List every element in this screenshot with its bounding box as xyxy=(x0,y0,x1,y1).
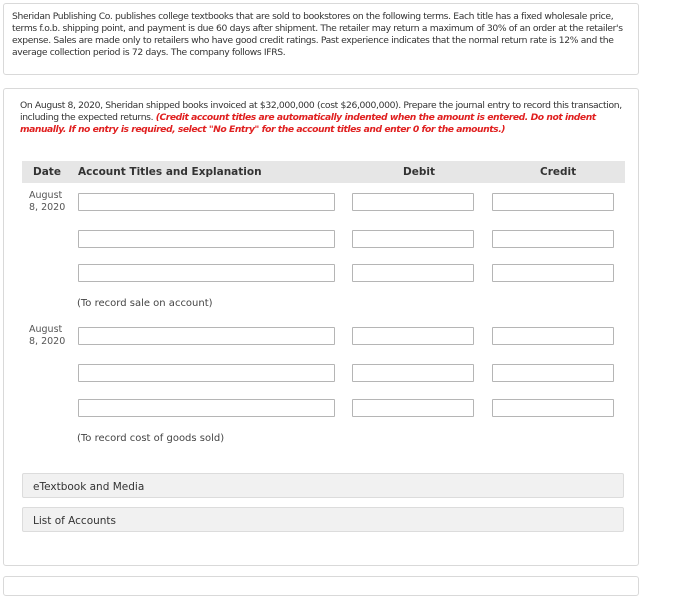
entry-1-date-month: August xyxy=(29,190,63,201)
entry-1-row-3-credit-input[interactable] xyxy=(492,264,614,282)
entry-2-date-month: August xyxy=(29,324,63,335)
entry-1-date-day: 8, 2020 xyxy=(29,202,66,213)
header-account: Account Titles and Explanation xyxy=(78,166,262,178)
problem-statement-panel xyxy=(3,3,639,75)
entry-2-row-3-credit-input[interactable] xyxy=(492,399,614,417)
header-date: Date xyxy=(33,166,61,178)
entry-1-date xyxy=(29,190,71,214)
question-body: On August 8, 2020, Sheridan shipped books invoiced at $32,000,000 (cost $26,000,000). Prepare the journal entry to record this transaction, including the expected returns. xyxy=(20,100,622,123)
entry-1-note: (To record sale on account) xyxy=(77,298,213,309)
entry-1-row-2-credit-input[interactable] xyxy=(492,230,614,248)
header-credit: Credit xyxy=(540,166,577,178)
entry-2-date-day: 8, 2020 xyxy=(29,336,66,347)
entry-1-row-1-credit-input[interactable] xyxy=(492,193,614,211)
entry-1-row-2-debit-input[interactable] xyxy=(352,230,474,248)
header-debit: Debit xyxy=(403,166,435,178)
entry-2-row-1-debit-input[interactable] xyxy=(352,327,474,345)
entry-2-row-2-debit-input[interactable] xyxy=(352,364,474,382)
entry-2-row-3-debit-input[interactable] xyxy=(352,399,474,417)
entry-2-date xyxy=(29,324,71,348)
question-text xyxy=(20,100,632,136)
question-instruction: (Credit account titles are automatically indented when the amount is entered. Do not indent manually. If no entry is required, select "No Entry" for the account titles and enter 0 for the amounts.) xyxy=(20,112,596,135)
entry-2-row-1-account-input[interactable] xyxy=(78,327,335,345)
entry-1-row-3-debit-input[interactable] xyxy=(352,264,474,282)
entry-2-note: (To record cost of goods sold) xyxy=(77,433,225,444)
problem-statement: Sheridan Publishing Co. publishes college textbooks that are sold to bookstores on the following terms. Each title has a fixed wholesale price, terms f.o.b. shipping point, and payment is due 60 days after shipment. The retailer may return a maximum of 30% of an order at the retailer's expense. Sales are made only to retailers who have good credit ratings. Past experience indicates that the normal return rate is 12% and the average collection period is 72 days. The company follows IFRS. xyxy=(12,11,623,58)
entry-2-row-3-account-input[interactable] xyxy=(78,399,335,417)
journal-table-header xyxy=(22,161,625,183)
entry-1-row-2-account-input[interactable] xyxy=(78,230,335,248)
entry-2-row-1-credit-input[interactable] xyxy=(492,327,614,345)
question-panel xyxy=(3,88,639,566)
etextbook-media-link[interactable]: eTextbook and Media xyxy=(22,473,624,498)
list-of-accounts-link[interactable]: List of Accounts xyxy=(22,507,624,532)
entry-1-row-3-account-input[interactable] xyxy=(78,264,335,282)
next-question-panel xyxy=(3,576,639,596)
entry-1-row-1-debit-input[interactable] xyxy=(352,193,474,211)
entry-2-row-2-account-input[interactable] xyxy=(78,364,335,382)
entry-2-row-2-credit-input[interactable] xyxy=(492,364,614,382)
entry-1-row-1-account-input[interactable] xyxy=(78,193,335,211)
